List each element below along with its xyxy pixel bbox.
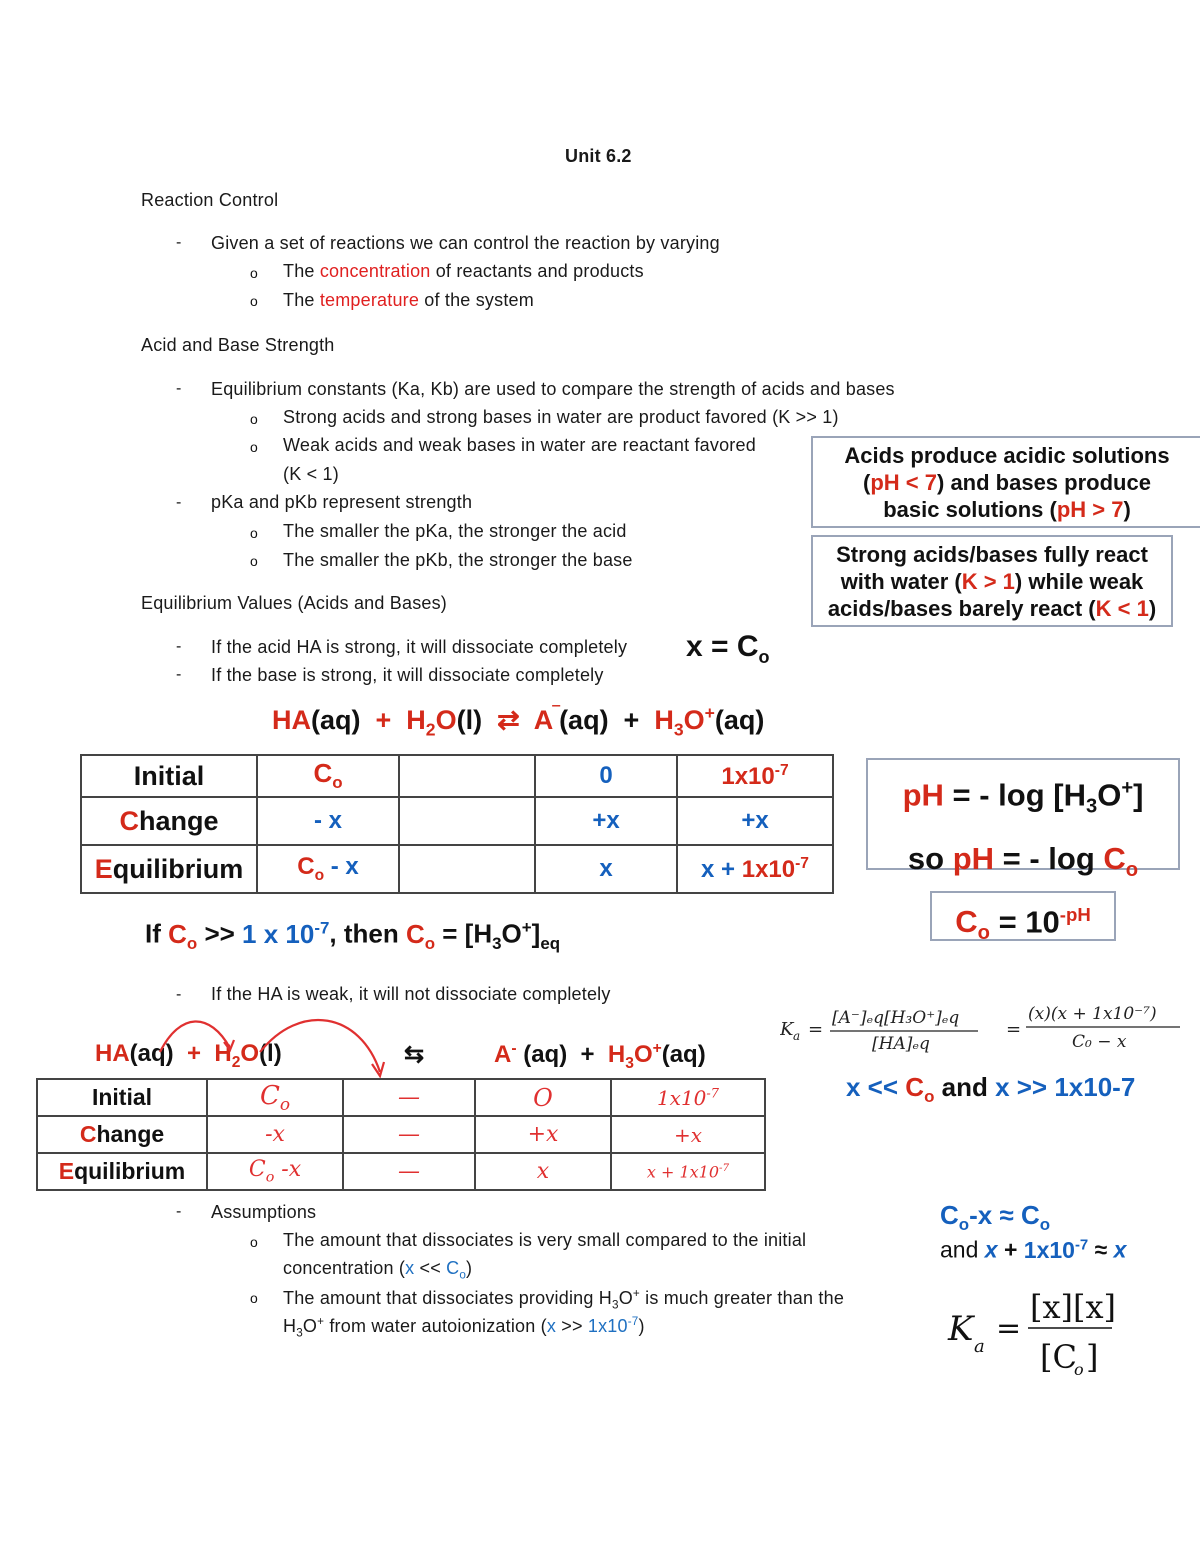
handwritten-arrows: [150, 1012, 400, 1084]
dash-bullet: -: [176, 1203, 182, 1220]
cell: $C_o$ -x: [207, 1153, 343, 1190]
circle-bullet: o: [250, 1234, 258, 1250]
cell: [399, 797, 535, 845]
dash-bullet: -: [176, 494, 182, 511]
list-item: The concentration of reactants and products: [283, 261, 644, 281]
cell: [399, 755, 535, 797]
list-item: Equilibrium constants (Ka, Kb) are used to compare the strength of acids and bases: [211, 379, 895, 399]
x-equals-co: $x = C_o$: [686, 630, 770, 667]
list-item: pKa and pKb represent strength: [211, 492, 473, 512]
svg-text:C₀ − x: C₀ − x: [1072, 1032, 1127, 1052]
svg-text:a: a: [793, 1029, 801, 1043]
cell: $C_o$: [207, 1079, 343, 1116]
section-heading-acid-base-strength: Acid and Base Strength: [141, 335, 335, 355]
row-label-change: Change: [37, 1116, 207, 1153]
list-item: The temperature of the system: [283, 290, 534, 310]
weak-acid-equation: $HA(aq) + H_2O(l)$: [95, 1040, 282, 1071]
weak-acid-ice-table: [36, 1078, 766, 1191]
list-item-continuation: (K < 1): [283, 464, 339, 484]
svg-text:a: a: [974, 1336, 985, 1357]
list-item: If the HA is weak, it will not dissociate completely: [211, 984, 611, 1004]
row-label-change: Change: [81, 797, 257, 845]
dash-bullet: -: [176, 666, 182, 683]
list-item: Assumptions: [211, 1202, 317, 1222]
page-title: Unit 6.2: [565, 146, 632, 166]
cell: +x: [611, 1116, 765, 1153]
svg-text:[C: [C: [1040, 1338, 1077, 1376]
acidic-basic-solutions-box: Acids produce acidic solutions (pH < 7) and bases produce basic solutions (pH > 7): [811, 436, 1200, 528]
section-heading-reaction-control: Reaction Control: [141, 190, 279, 210]
list-item-continuation: $H_3O^+$ from water autoionization $(x >> 1x10^{-7})$: [283, 1315, 645, 1340]
list-item: If the acid HA is strong, it will dissociate completely: [211, 637, 628, 657]
list-item: Strong acids and strong bases in water are product favored (K >> 1): [283, 407, 839, 427]
row-label-initial: Initial: [37, 1079, 207, 1116]
cell: +x: [475, 1116, 611, 1153]
cell: x: [475, 1153, 611, 1190]
svg-text:K: K: [948, 1309, 974, 1349]
dash-bullet: -: [176, 638, 182, 655]
row-label-equilibrium: Equilibrium: [81, 845, 257, 893]
ka-conditions: $x << C_o$ and x >> 1x10-7: [846, 1072, 1136, 1107]
dash-bullet: -: [176, 380, 182, 397]
strong-acid-ice-table: [80, 754, 834, 894]
cell: x: [535, 845, 677, 893]
approx-co: $C_o-x \approx C_o$: [940, 1200, 1051, 1235]
cell: $C_o$: [257, 755, 399, 797]
co-formula-box: $C_o = 10^{-pH}$: [930, 891, 1116, 941]
cell: +x: [677, 797, 833, 845]
cell: - x: [257, 797, 399, 845]
cell: $1x10^{-7}$: [611, 1079, 765, 1116]
circle-bullet: o: [250, 265, 258, 281]
section-heading-equilibrium-values: Equilibrium Values (Acids and Bases): [141, 593, 448, 613]
circle-bullet: o: [250, 1290, 258, 1306]
weak-acid-equation-products: A- $(aq) + H_3O^+(aq)$: [494, 1040, 706, 1072]
ka-expression: [780, 1005, 1190, 1070]
list-item: The smaller the pKa, the stronger the acid: [283, 521, 627, 541]
dash-bullet: -: [176, 986, 182, 1003]
cell: $1x10^{-7}$: [677, 755, 833, 797]
svg-text:[x][x]: [x][x]: [1030, 1288, 1117, 1326]
row-label-equilibrium: Equilibrium: [37, 1153, 207, 1190]
cell: [399, 845, 535, 893]
cell: O: [475, 1079, 611, 1116]
cell: -x: [207, 1116, 343, 1153]
cell: —: [343, 1153, 475, 1190]
svg-text:=: =: [996, 1311, 1022, 1346]
svg-text:=: =: [1006, 1019, 1022, 1040]
svg-text:(x)(x + 1x10⁻⁷): (x)(x + 1x10⁻⁷): [1028, 1005, 1157, 1024]
svg-text:o: o: [1074, 1360, 1084, 1379]
svg-text:=: =: [808, 1019, 824, 1040]
circle-bullet: o: [250, 439, 258, 455]
strong-weak-react-box: Strong acids/bases fully react with water (K > 1) while weak acids/bases barely react (K < 1): [811, 535, 1173, 627]
ka-fraction-svg: [780, 1005, 1190, 1065]
circle-bullet: o: [250, 411, 258, 427]
list-item: The smaller the pKb, the stronger the base: [283, 550, 633, 570]
weak-acid-equation-arrow: ⇆: [404, 1041, 425, 1068]
dash-bullet: -: [176, 234, 182, 251]
ph-formula-box: pH = - $\log [H_3O^+]$ so pH = - $\log C_o$: [866, 758, 1180, 870]
circle-bullet: o: [250, 293, 258, 309]
circle-bullet: o: [250, 553, 258, 569]
cell: $x + 1x10^{-7}$: [677, 845, 833, 893]
approx-x: and $x + 1x10^{-7} \approx x$: [940, 1236, 1127, 1263]
strong-footnote: If $C_o >> 1$ x $10^{-7}$, then $C_o = [H_3O^+]_{eq}$: [145, 918, 561, 953]
svg-text:K: K: [780, 1019, 794, 1040]
list-item: Weak acids and weak bases in water are reactant favored: [283, 435, 756, 455]
svg-text:[A⁻]ₑq[H₃O⁺]ₑq: [A⁻]ₑq[H₃O⁺]ₑq: [832, 1008, 960, 1028]
circle-bullet: o: [250, 525, 258, 541]
svg-text:]: ]: [1086, 1338, 1099, 1376]
svg-text:[HA]ₑq: [HA]ₑq: [872, 1034, 930, 1054]
list-item: Given a set of reactions we can control the reaction by varying: [211, 233, 720, 253]
list-item: The amount that dissociates is very small compared to the initial: [283, 1230, 807, 1250]
cell: $C_o$ - x: [257, 845, 399, 893]
cell: 0: [535, 755, 677, 797]
row-label-initial: Initial: [81, 755, 257, 797]
strong-acid-equation: $HA(aq) + H_2O(l)$ ⇄ $A^‾(aq) + H_3O^+(aq)$: [272, 703, 765, 740]
cell: +x: [535, 797, 677, 845]
ka-final-formula: [944, 1280, 1124, 1380]
list-item-continuation: concentration $(x << C_o)$: [283, 1258, 473, 1282]
cell: —: [343, 1079, 475, 1116]
list-item: If the base is strong, it will dissociate completely: [211, 665, 604, 685]
list-item: The amount that dissociates providing $H_3O^+$ is much greater than the: [283, 1287, 845, 1312]
cell: —: [343, 1116, 475, 1153]
cell: $x + 1x10^{-7}$: [611, 1153, 765, 1190]
